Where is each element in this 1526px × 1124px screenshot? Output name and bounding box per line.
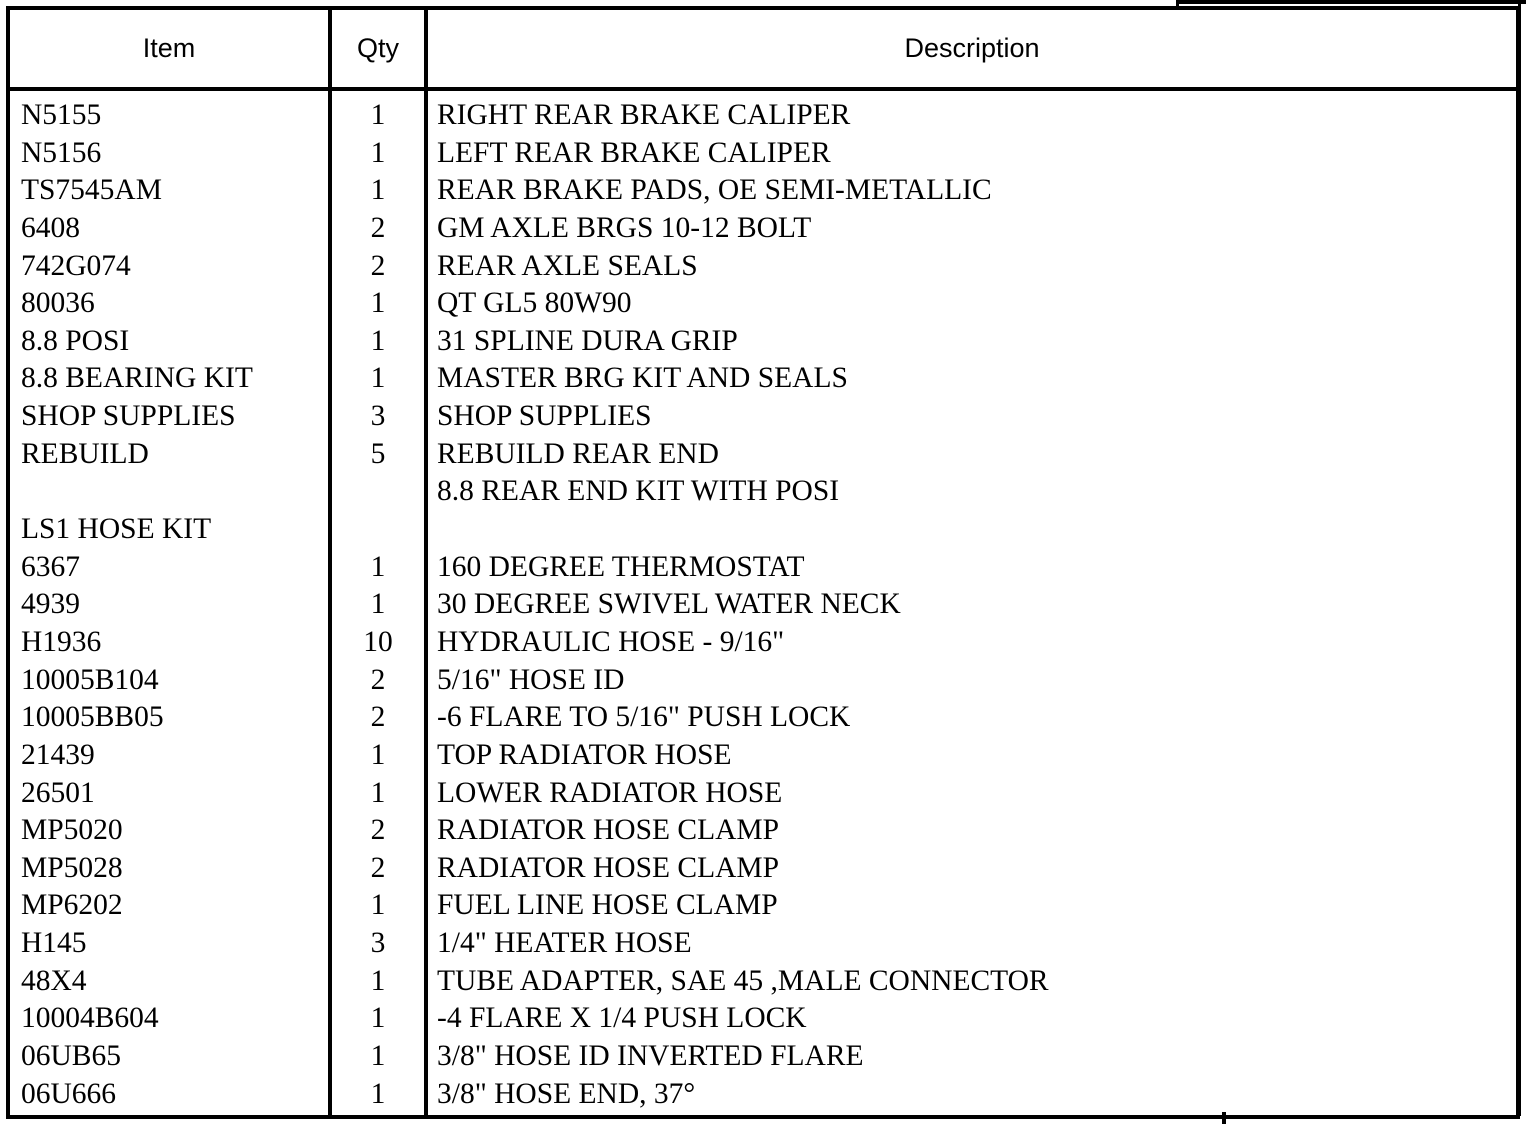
description-cell: RADIATOR HOSE CLAMP xyxy=(437,851,780,884)
description-cell: SHOP SUPPLIES xyxy=(437,400,652,433)
qty-cell: 1 xyxy=(370,588,386,621)
table-row xyxy=(10,549,1516,587)
qty-cell: 2 xyxy=(370,701,386,734)
table-row xyxy=(10,775,1516,813)
description-cell: 3/8" HOSE END, 37° xyxy=(437,1077,696,1110)
item-cell: 10005B104 xyxy=(21,663,159,696)
table-row xyxy=(10,812,1516,850)
table-row xyxy=(10,699,1516,737)
description-cell: 8.8 REAR END KIT WITH POSI xyxy=(437,475,840,508)
qty-cell: 1 xyxy=(370,324,386,357)
item-cell: 742G074 xyxy=(21,249,131,282)
description-cell: 5/16" HOSE ID xyxy=(437,663,625,696)
qty-cell: 1 xyxy=(370,550,386,583)
qty-cell: 1 xyxy=(370,136,386,169)
qty-cell: 1 xyxy=(370,1002,386,1035)
table-row xyxy=(10,360,1516,398)
item-cell: 8.8 POSI xyxy=(21,324,130,357)
description-cell: 31 SPLINE DURA GRIP xyxy=(437,324,738,357)
description-cell: RIGHT REAR BRAKE CALIPER xyxy=(437,99,851,131)
item-cell: 26501 xyxy=(21,776,95,809)
qty-cell: 3 xyxy=(370,927,386,960)
table-row xyxy=(10,1076,1516,1114)
description-cell: FUEL LINE HOSE CLAMP xyxy=(437,889,778,922)
qty-cell: 10 xyxy=(363,625,393,658)
qty-cell: 2 xyxy=(370,851,386,884)
item-cell: 48X4 xyxy=(21,964,87,997)
qty-cell: 2 xyxy=(370,211,386,244)
table-row xyxy=(10,1038,1516,1076)
table-row xyxy=(10,172,1516,210)
table-row xyxy=(10,436,1516,474)
table-row xyxy=(10,323,1516,361)
description-cell: QT GL5 80W90 xyxy=(437,287,632,320)
table-row xyxy=(10,662,1516,700)
description-cell: MASTER BRG KIT AND SEALS xyxy=(437,362,848,395)
parts-table xyxy=(6,6,1520,1119)
qty-cell: 2 xyxy=(370,814,386,847)
table-row xyxy=(10,473,1516,511)
item-cell: REBUILD xyxy=(21,437,149,470)
table-row xyxy=(10,850,1516,888)
qty-cell: 1 xyxy=(370,738,386,771)
item-cell: 6408 xyxy=(21,211,80,244)
description-cell: 1/4" HEATER HOSE xyxy=(437,927,692,960)
header-divider xyxy=(10,87,1516,91)
qty-cell: 1 xyxy=(370,964,386,997)
item-cell: MP6202 xyxy=(21,889,123,922)
table-row xyxy=(10,887,1516,925)
item-cell: N5155 xyxy=(21,99,102,131)
table-row xyxy=(10,1000,1516,1038)
table-body xyxy=(10,97,1516,1113)
qty-cell: 1 xyxy=(370,362,386,395)
table-row xyxy=(10,925,1516,963)
item-cell: 21439 xyxy=(21,738,95,771)
item-cell: 06UB65 xyxy=(21,1040,121,1073)
table-row xyxy=(10,586,1516,624)
item-cell: H1936 xyxy=(21,625,102,658)
qty-cell: 1 xyxy=(370,889,386,922)
description-cell: -4 FLARE X 1/4 PUSH LOCK xyxy=(437,1002,807,1035)
item-cell: SHOP SUPPLIES xyxy=(21,400,236,433)
description-cell: 30 DEGREE SWIVEL WATER NECK xyxy=(437,588,901,621)
item-cell: 4939 xyxy=(21,588,80,621)
table-row xyxy=(10,737,1516,775)
item-cell: 80036 xyxy=(21,287,95,320)
table-row xyxy=(10,398,1516,436)
description-cell: REBUILD REAR END xyxy=(437,437,719,470)
qty-cell: 2 xyxy=(370,663,386,696)
table-row xyxy=(10,135,1516,173)
item-cell: 6367 xyxy=(21,550,80,583)
item-cell: H145 xyxy=(21,927,87,960)
description-cell: 160 DEGREE THERMOSTAT xyxy=(437,550,805,583)
description-cell: 3/8" HOSE ID INVERTED FLARE xyxy=(437,1040,864,1073)
description-cell: HYDRAULIC HOSE - 9/16" xyxy=(437,625,785,658)
qty-cell: 3 xyxy=(370,400,386,433)
item-cell: 06U666 xyxy=(21,1077,117,1110)
table-row xyxy=(10,97,1516,135)
top-edge-rule xyxy=(1176,0,1526,4)
header-description: Description xyxy=(904,33,1040,63)
table-row xyxy=(10,624,1516,662)
description-cell: LOWER RADIATOR HOSE xyxy=(437,776,783,809)
item-cell: 10005BB05 xyxy=(21,701,164,734)
qty-cell: 1 xyxy=(370,99,386,131)
description-cell: LEFT REAR BRAKE CALIPER xyxy=(437,136,831,169)
table-row xyxy=(10,248,1516,286)
description-cell: GM AXLE BRGS 10-12 BOLT xyxy=(437,211,812,244)
item-cell: 10004B604 xyxy=(21,1002,159,1035)
table-row xyxy=(10,963,1516,1001)
item-cell: N5156 xyxy=(21,136,102,169)
header-qty: Qty xyxy=(356,33,399,63)
qty-cell: 1 xyxy=(370,776,386,809)
qty-cell: 1 xyxy=(370,1077,386,1110)
item-cell: MP5020 xyxy=(21,814,123,847)
qty-cell: 5 xyxy=(370,437,386,470)
qty-cell: 2 xyxy=(370,249,386,282)
item-cell: 8.8 BEARING KIT xyxy=(21,362,253,395)
header-item: Item xyxy=(142,33,196,63)
table-row xyxy=(10,210,1516,248)
table-row xyxy=(10,285,1516,323)
qty-cell: 1 xyxy=(370,174,386,207)
description-cell: REAR BRAKE PADS, OE SEMI-METALLIC xyxy=(437,174,992,207)
description-cell: TUBE ADAPTER, SAE 45 ,MALE CONNECTOR xyxy=(437,964,1049,997)
description-cell: RADIATOR HOSE CLAMP xyxy=(437,814,780,847)
item-cell: MP5028 xyxy=(21,851,123,884)
description-cell: TOP RADIATOR HOSE xyxy=(437,738,732,771)
qty-cell: 1 xyxy=(370,1040,386,1073)
item-cell: LS1 HOSE KIT xyxy=(21,513,212,546)
qty-cell: 1 xyxy=(370,287,386,320)
description-cell: REAR AXLE SEALS xyxy=(437,249,698,282)
table-row xyxy=(10,511,1516,549)
item-cell: TS7545AM xyxy=(21,174,162,207)
description-cell: -6 FLARE TO 5/16" PUSH LOCK xyxy=(437,701,851,734)
